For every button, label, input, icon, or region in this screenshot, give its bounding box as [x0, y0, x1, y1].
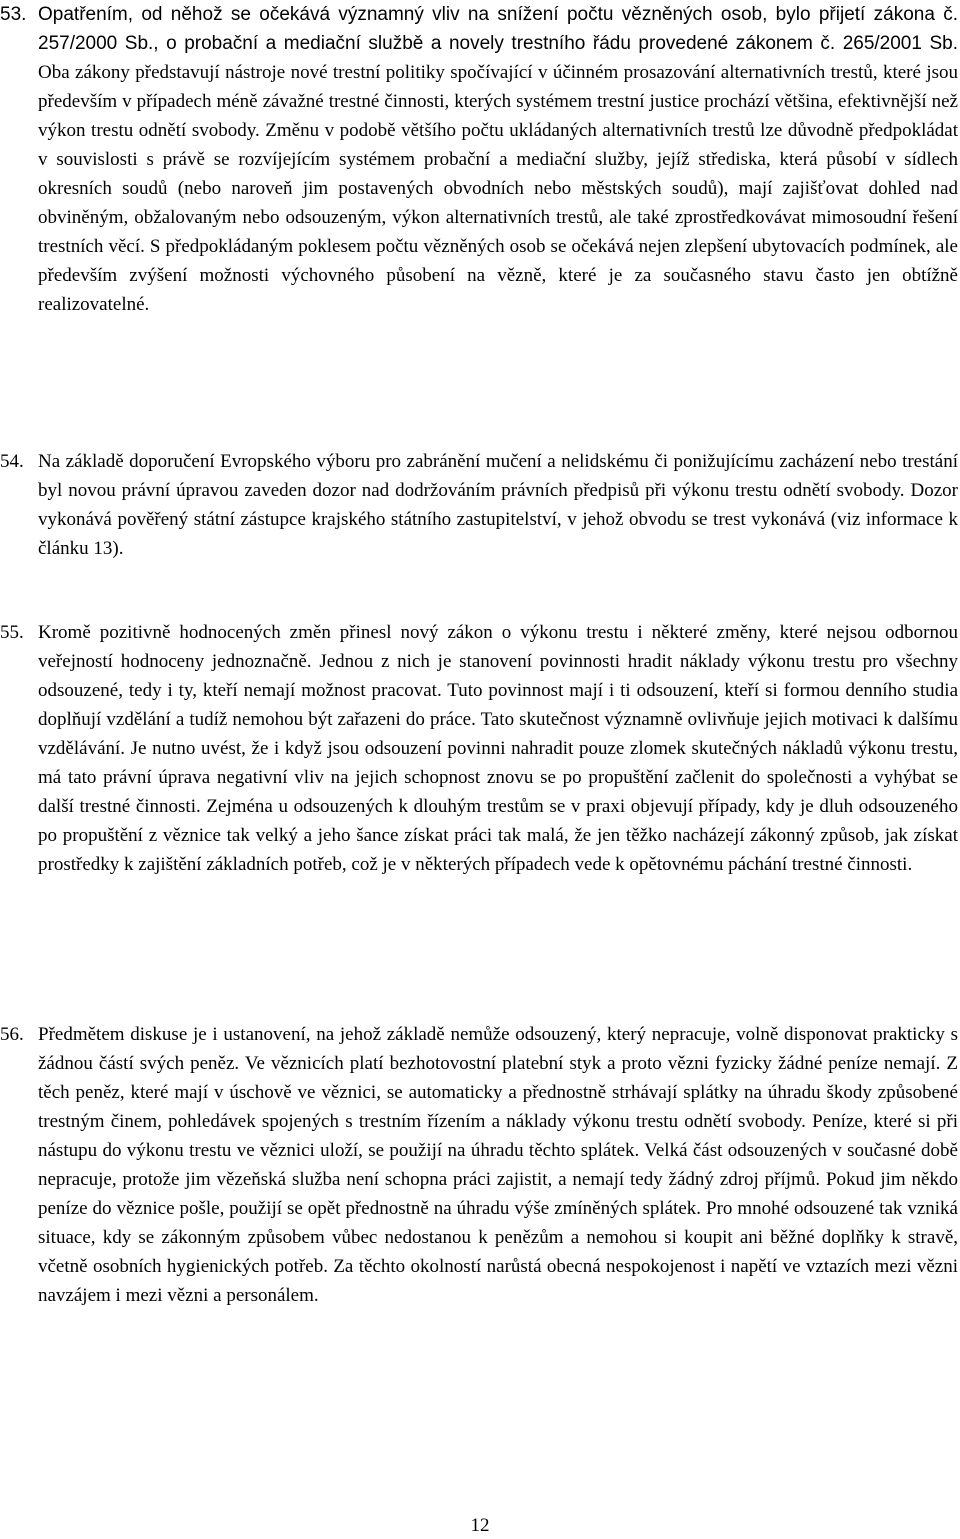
paragraph-55 [0, 618, 958, 879]
paragraph-54 [0, 447, 958, 563]
paragraph-lead-text: Opatřením, od něhož se očekává významný vliv na snížení počtu vězněných osob, bylo přijetí zákona č. 257/2000 Sb., o probační a mediační službě a novely trestního řádu provedené zákonem č. 265/2001 Sb. [38, 4, 958, 54]
paragraph-number: 55. [0, 622, 24, 643]
paragraph-number: 54. [0, 451, 24, 472]
paragraph-text: Na základě doporučení Evropského výboru pro zabránění mučení a nelidskému či ponižujícímu zacházení nebo trestání byl novou právní úpravou zaveden dozor nad dodržováním právních předpisů při výkonu trestu odnětí svobody. Dozor vykonává pověřený státní zástupce krajského státního zastupitelství, v jehož obvodu se trest vykonává (viz informace k článku 13). [38, 451, 958, 559]
paragraph-number: 56. [0, 1024, 24, 1045]
paragraph-number: 53. [0, 4, 27, 25]
paragraph-text: Kromě pozitivně hodnocených změn přinesl nový zákon o výkonu trestu i některé změny, které nejsou odbornou veřejností hodnoceny jednoznačně. Jednou z nich je stanovení povinnosti hradit náklady výkonu trestu pro všechny odsouzené, tedy i ty, kteří nemají možnost pracovat. Tuto povinnost mají i ti odsouzení, kteří si formou denního studia doplňují vzdělání a tudíž nemohou být zařazeni do práce. Tato skutečnost významně ovlivňuje jejich motivaci k dalšímu vzdělávání. Je nutno uvést, že i když jsou odsouzení povinni nahradit pouze zlomek skutečných nákladů výkonu trestu, má tato právní úprava negativní vliv na jejich schopnost znovu se po propuštění začlenit do společnosti a vyhýbat se další trestné činnosti. Zejména u odsouzených k dlouhým trestům se v praxi objevují případy, kdy je dluh odsouzeného po propuštění z věznice tak velký a jeho šance získat práci tak malá, že jen těžko nacházejí zákonný způsob, jak získat prostředky k zajištění základních potřeb, což je v některých případech vede k opětovnému páchání trestné činnosti. [38, 622, 958, 875]
page-number: 12 [470, 1515, 490, 1536]
paragraph-text [38, 0, 958, 319]
paragraph-body-text: Oba zákony představují nástroje nové trestní politiky spočívající v účinném prosazování alternativních trestů, které jsou především v případech méně závažné trestné činnosti, kterých systémem trestní justice prochází většina, efektivnější než výkon trestu odnětí svobody. Změnu v podobě většího počtu ukládaných alternativních trestů lze důvodně předpokládat v souvislosti s právě se rozvíjejícím systémem probační a mediační služby, jejíž střediska, která působí v sídlech okresních soudů (nebo naroveň jim postavených obvodních nebo městských soudů), mají zajišťovat dohled nad obviněným, obžalovaným nebo odsouzeným, výkon alternativních trestů, ale také zprostředkovávat mimosoudní řešení trestních věcí. S předpokládaným poklesem počtu vězněných osob se očekává nejen zlepšení ubytovacích podmínek, ale především zvýšení možnosti výchovného působení na vězně, které je za současného stavu často jen obtížně realizovatelné. [38, 62, 958, 315]
paragraph-56 [0, 1020, 958, 1310]
paragraph-53 [0, 0, 958, 319]
paragraph-text: Předmětem diskuse je i ustanovení, na jehož základě nemůže odsouzený, který nepracuje, volně disponovat prakticky s žádnou částí svých peněz. Ve věznicích platí bezhotovostní platební styk a proto vězni fyzicky žádné peníze nemají. Z těch peněz, které mají v úschově ve věznici, se automaticky a přednostně strhávají splátky na úhradu škody způsobené trestným činem, pohledávek spojených s trestním řízením a náklady výkonu trestu odnětí svobody. Peníze, které si při nástupu do výkonu trestu ve věznici uloží, se použijí na úhradu těchto splátek. Velká část odsouzených v současné době nepracuje, protože jim vězeňská služba není schopna práci zajistit, a nemají tedy žádný zdroj příjmů. Pokud jim někdo peníze do věznice pošle, použijí se opět přednostně na úhradu výše zmíněných splátek. Pro mnohé odsouzené tak vzniká situace, kdy se zákonným způsobem vůbec nedostanou k penězům a nemohou si koupit ani běžné doplňky k stravě, včetně osobních hygienických potřeb. Za těchto okolností narůstá obecná nespokojenost i napětí ve vztazích mezi vězni navzájem i mezi vězni a personálem. [38, 1024, 958, 1306]
